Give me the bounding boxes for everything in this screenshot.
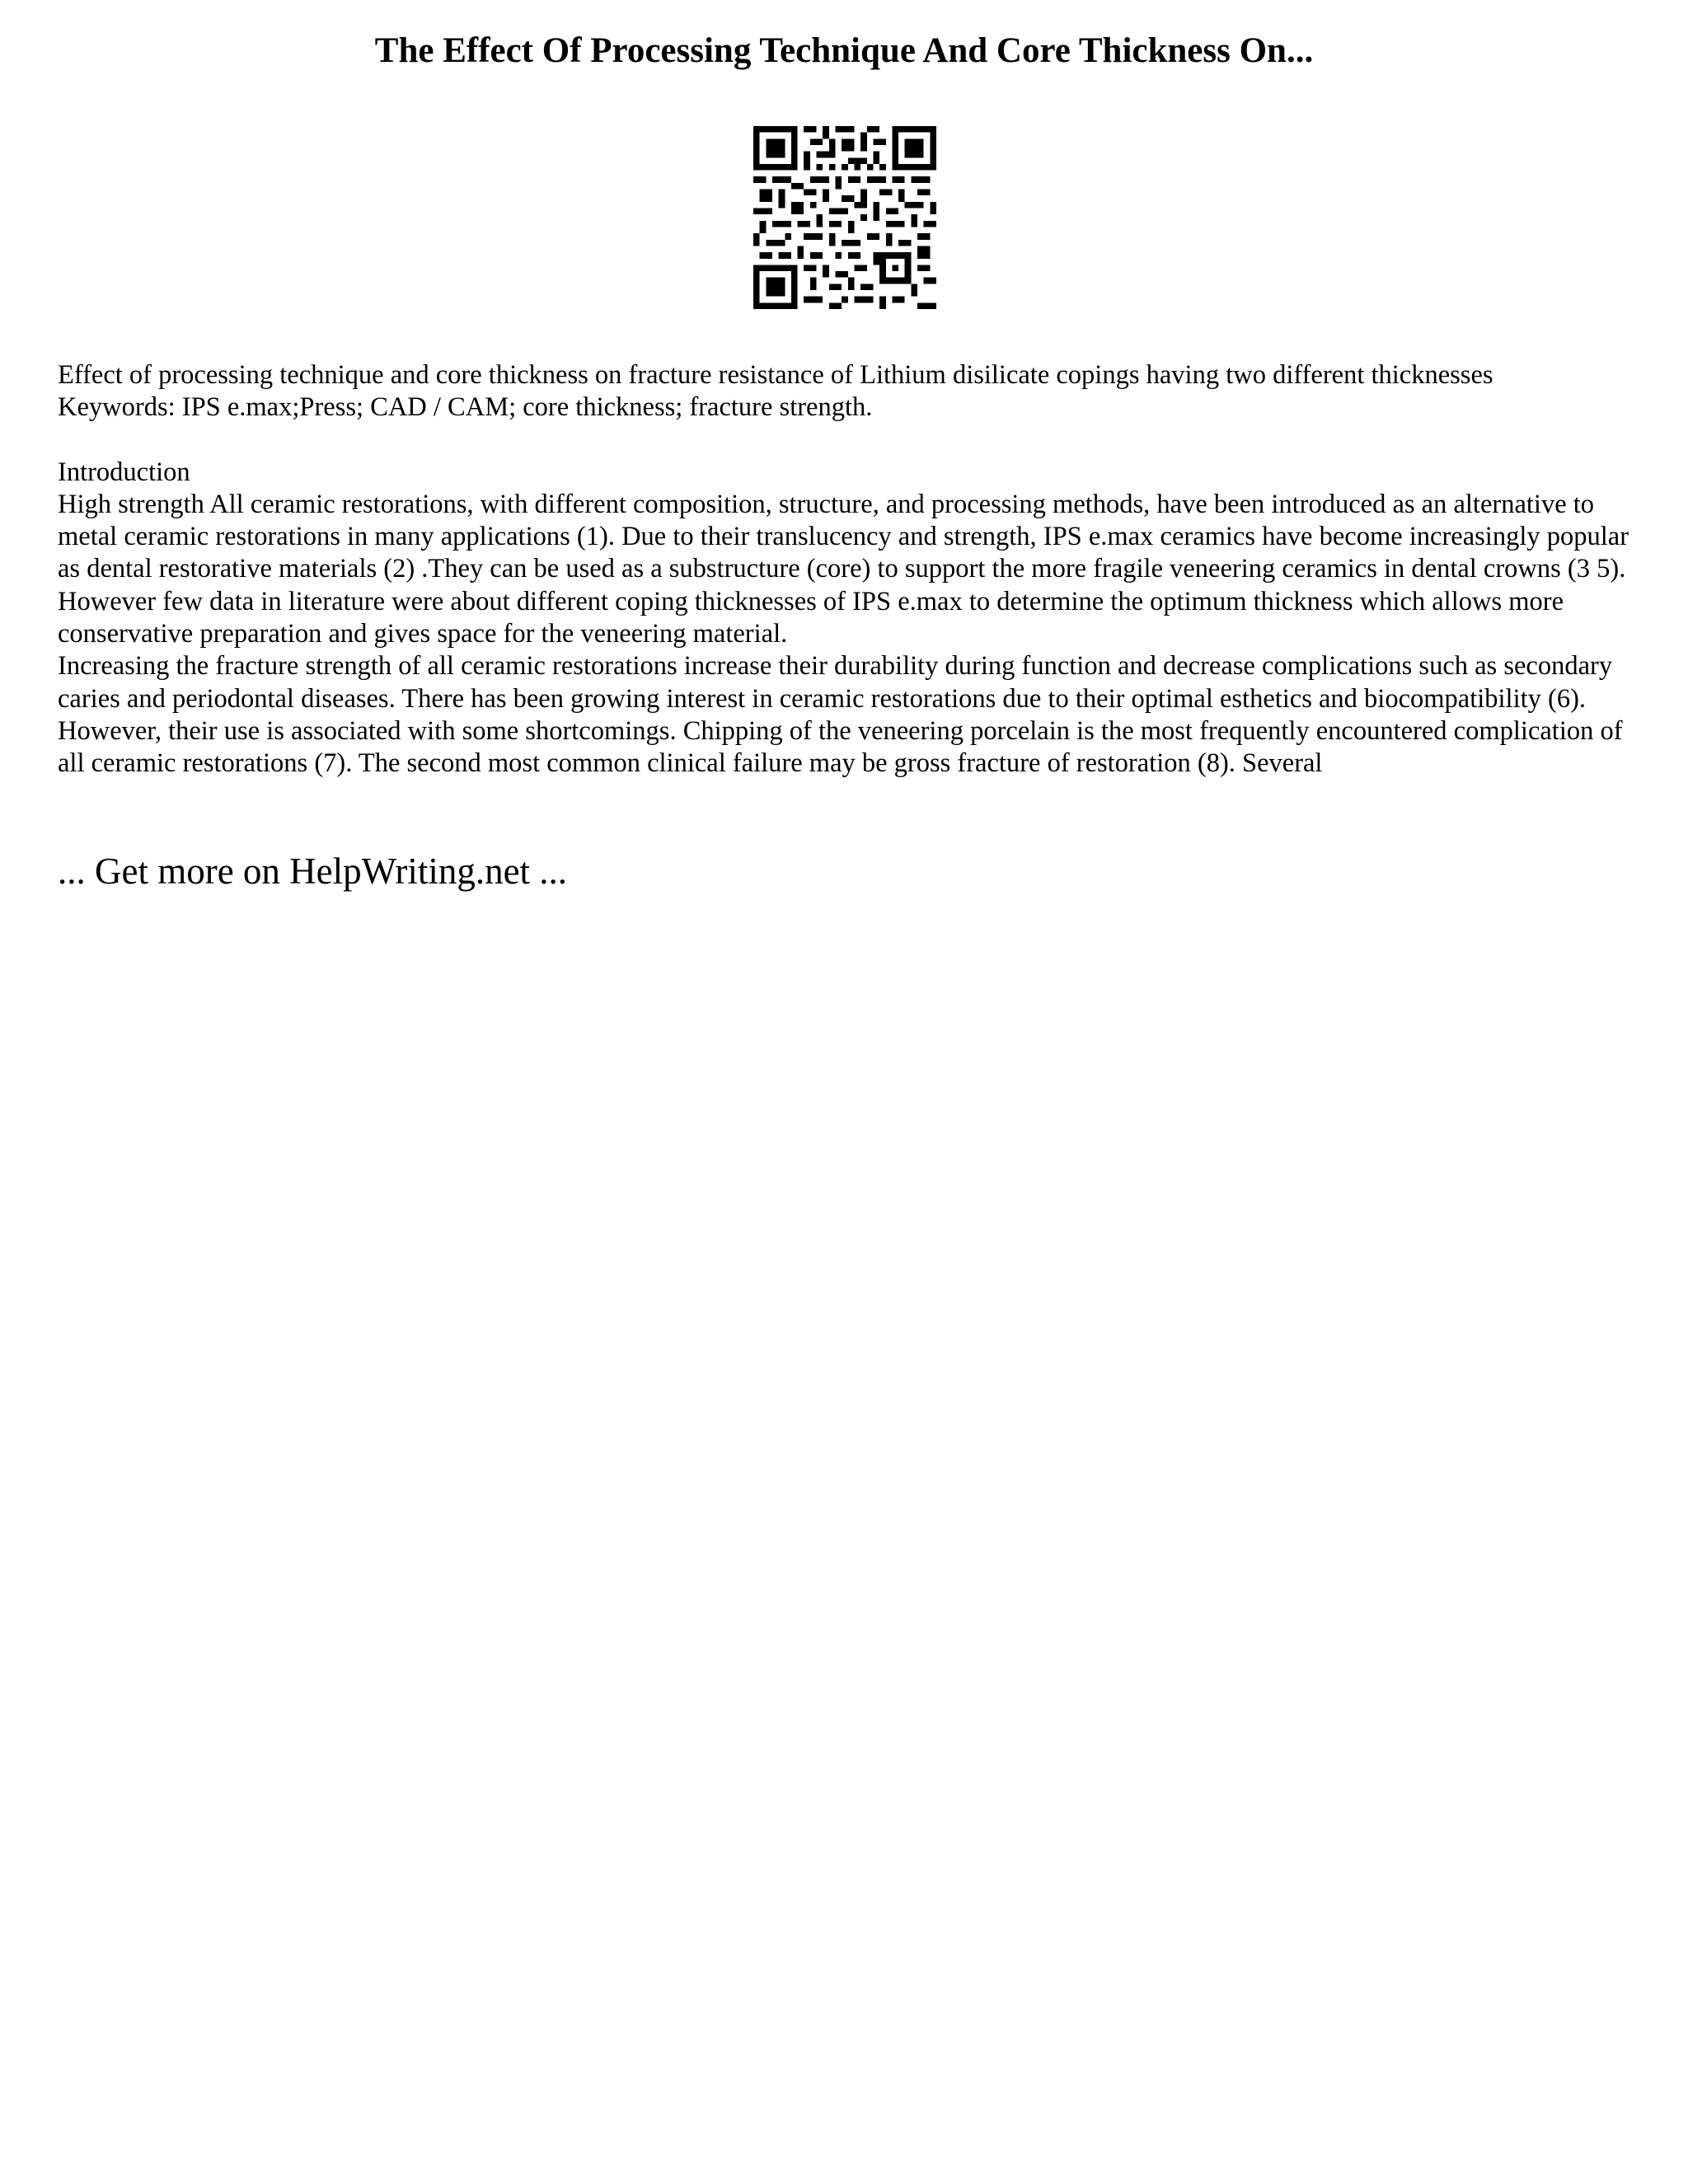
subtitle-line: Effect of processing technique and core thickness on fracture resistance of Lithium disilicate copings having two different thicknesses [58,360,1493,390]
introduction-paragraph-2: Increasing the fracture strength of all ceramic restorations increase their durability during function and decrease complications such as secondary caries and periodontal diseases. There has been growing interest in ceramic restorations due to their optimal esthetics and biocompatibility (6). However, their use is associated with some shortcomings. Chipping of the veneering porcelain is the most frequently encountered complication of all ceramic restorations (7). The second most common clinical failure may be gross fracture of restoration (8). Several [58,651,1623,779]
qr-code-icon [753,126,936,309]
get-more-link[interactable]: ... Get more on HelpWriting.net ... [58,851,568,892]
paragraph-spacer [58,424,1640,457]
document-body [58,359,1640,780]
section-heading-introduction: Introduction [58,457,190,487]
keywords-line: Keywords: IPS e.max;Press; CAD / CAM; core thickness; fracture strength. [58,392,873,423]
introduction-paragraph-1: High strength All ceramic restorations, with different composition, structure, and processing methods, have been introduced as an alternative to metal ceramic restorations in many applications (1). Due to their translucency and strength, IPS e.max ceramics have become increasingly popular as dental restorative materials (2) .They can be used as a substructure (core) to support the more fragile veneering ceramics in dental crowns (3 5). However few data in literature were about different coping thicknesses of IPS e.max to determine the optimum thickness which allows more conservative preparation and gives space for the veneering material. [58,489,1629,649]
document-title: The Effect Of Processing Technique And Core Thickness On... [374,31,1314,70]
